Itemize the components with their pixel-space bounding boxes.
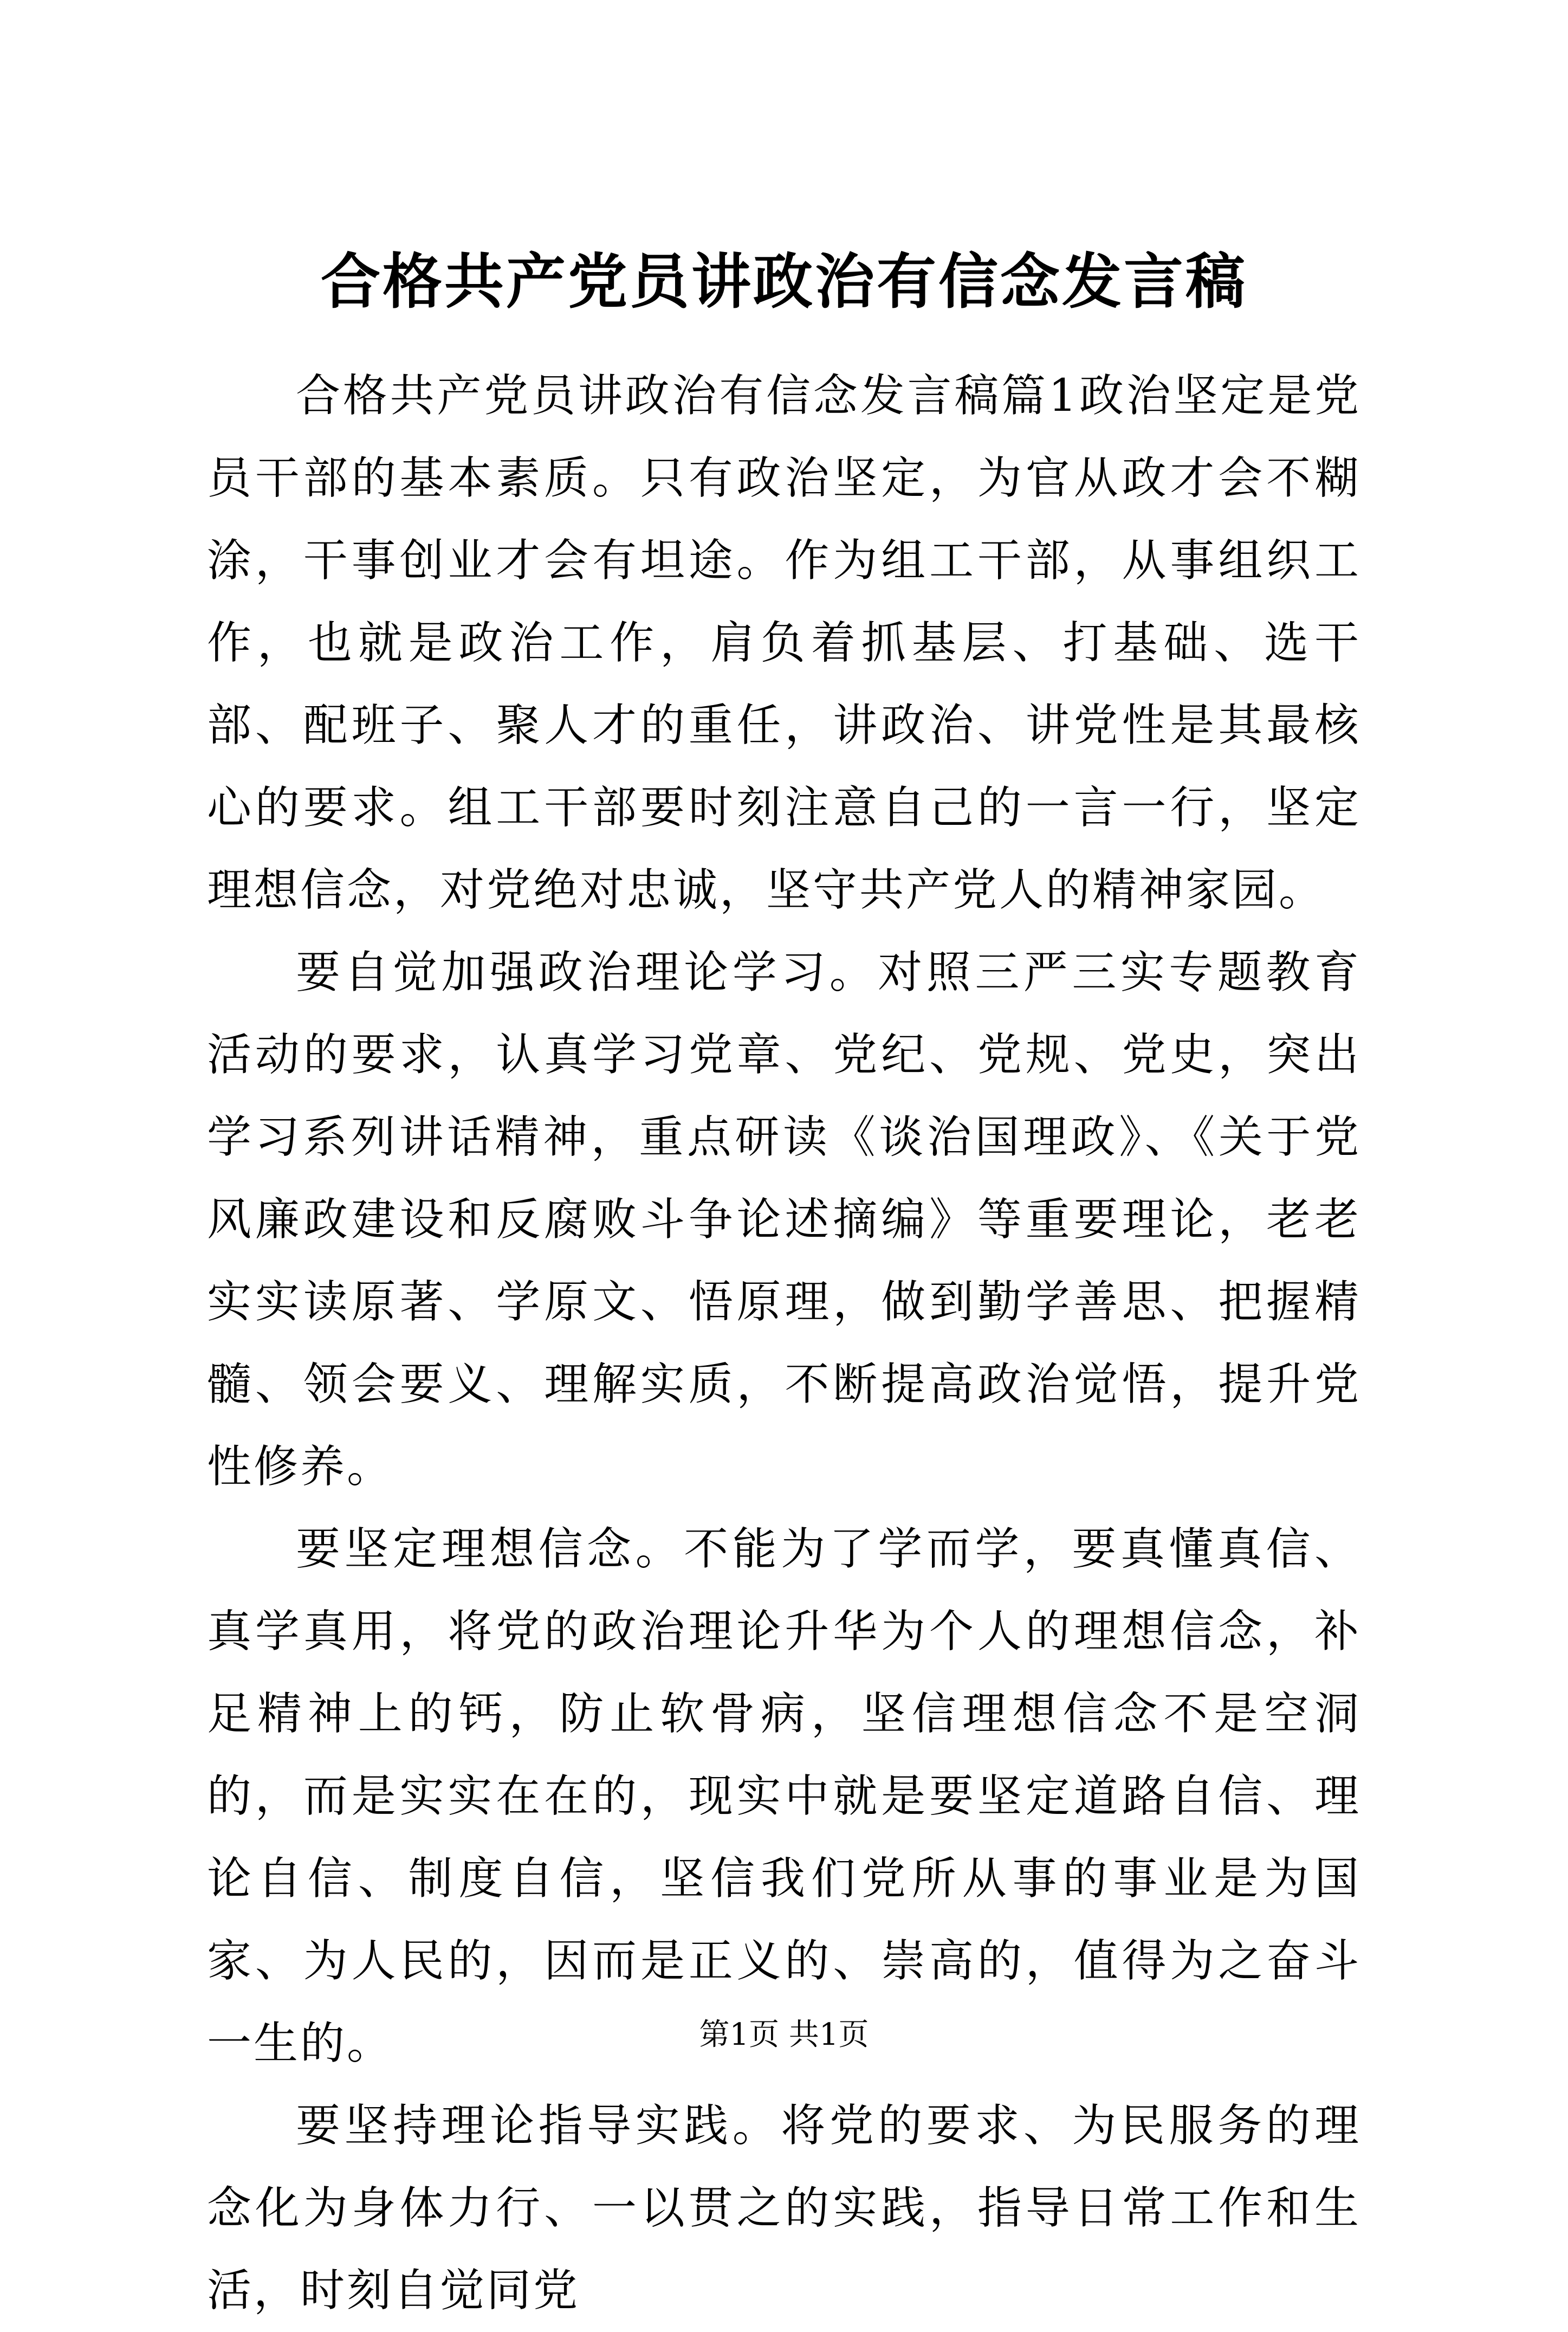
paragraph-2: 要自觉加强政治理论学习。对照三严三实专题教育活动的要求，认真学习党章、党纪、党规、党史，突出学习系列讲话精神，重点研读《谈治国理政》、《关于党风廉政建设和反腐败斗争论述摘编》等重要理论，老老实实读原著、学原文、悟原理，做到勤学善思、把握精髓、领会要义、理解实质，不断提高政治觉悟，提升党性修养。	[207, 947, 1361, 1493]
document-title: 合格共产党员讲政治有信念发言稿	[321, 247, 1247, 316]
paragraph-4: 要坚持理论指导实践。将党的要求、为民服务的理念化为身体力行、一以贯之的实践，指导日常工作和生活，时刻自觉同党	[207, 2100, 1361, 2316]
paragraph-1: 合格共产党员讲政治有信念发言稿篇1政治坚定是党员干部的基本素质。只有政治坚定，为官从政才会不糊涂，干事创业才会有坦途。作为组工干部，从事组织工作，也就是政治工作，肩负着抓基层、打基础、选干部、配班子、聚人才的重任，讲政治、讲党性是其最核心的要求。组工干部要时刻注意自己的一言一行，坚定理想信念，对党绝对忠诚，坚守共产党人的精神家园。	[207, 370, 1361, 916]
paragraph-3: 要坚定理想信念。不能为了学而学，要真懂真信、真学真用，将党的政治理论升华为个人的理想信念，补足精神上的钙，防止软骨病，坚信理想信念不是空洞的，而是实实在在的，现实中就是要坚定道路自信、理论自信、制度自信，坚信我们党所从事的事业是为国家、为人民的，因而是正义的、崇高的，值得为之奋斗一生的。	[207, 1523, 1361, 2069]
page-footer: 第1页 共1页	[699, 2017, 869, 2052]
